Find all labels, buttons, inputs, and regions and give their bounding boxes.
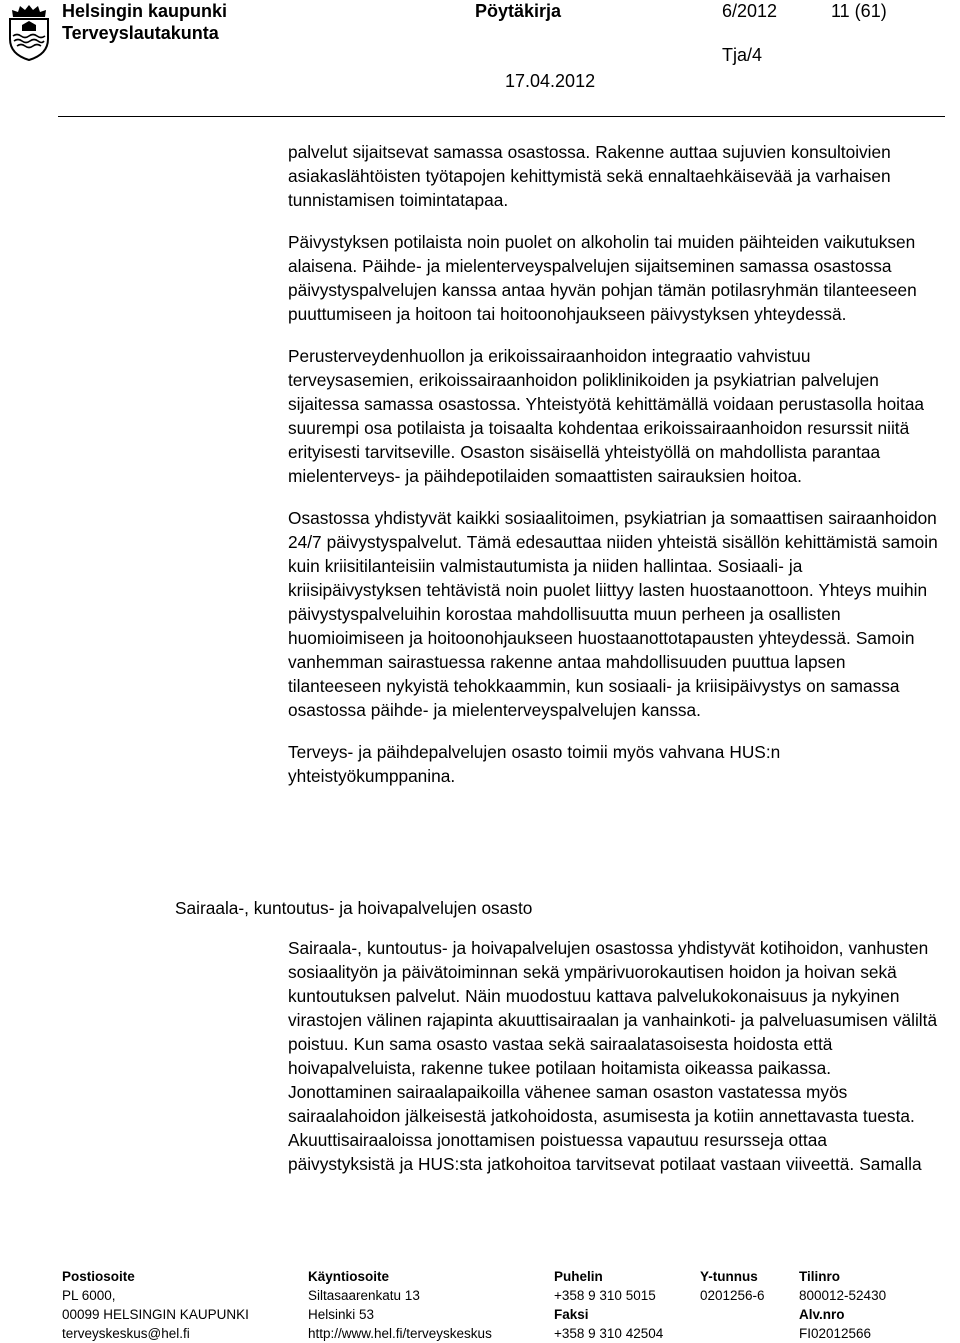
footer-fax-number: +358 9 310 42504 xyxy=(554,1326,664,1341)
board-name: Terveyslautakunta xyxy=(62,23,219,43)
footer-label: Postiosoite xyxy=(62,1269,135,1284)
footer-line: 00099 HELSINGIN KAUPUNKI xyxy=(62,1307,249,1322)
body-text xyxy=(288,140,938,788)
footer-vat-number: FI02012566 xyxy=(799,1326,872,1341)
document-type: Pöytäkirja xyxy=(475,1,562,21)
header-divider xyxy=(58,116,945,117)
footer-website-link[interactable]: http://www.hel.fi/terveyskeskus xyxy=(308,1326,492,1341)
footer-account-number: 800012-52430 xyxy=(799,1288,887,1303)
footer-label: Y-tunnus xyxy=(700,1269,758,1284)
section-heading: Sairaala-, kuntoutus- ja hoivapalvelujen osasto xyxy=(175,898,533,918)
document-number: 6/2012 xyxy=(722,1,778,21)
organization-name: Helsingin kaupunki xyxy=(62,1,228,21)
footer-business-id xyxy=(700,1267,765,1305)
footer-line: Siltasaarenkatu 13 xyxy=(308,1288,420,1303)
helsinki-crest-icon xyxy=(4,3,54,61)
footer-label: Puhelin xyxy=(554,1269,603,1284)
paragraph: Terveys- ja päihdepalvelujen osasto toimii myös vahvana HUS:n yhteistyökumppanina. xyxy=(288,742,781,786)
footer-label: Tilinro xyxy=(799,1269,841,1284)
footer-line: Helsinki 53 xyxy=(308,1307,375,1322)
page-number: 11 (61) xyxy=(831,1,887,21)
paragraph: Päivystyksen potilaista noin puolet on alkoholin tai muiden päihteiden vaikutuksen alaisena. Päihde- ja mielenterveyspalvelujen sijaitseminen samassa osastossa päivystyspalvelujen kanssa antaa hyvän pohjan tämän potilasryhmän tilanteeseen puuttumiseen ja hoitoon tai hoitoonohjaukseen päivystyksen yhteydessä. xyxy=(288,232,917,324)
footer-email-link[interactable]: terveyskeskus@hel.fi xyxy=(62,1326,190,1341)
meeting-date: 17.04.2012 xyxy=(505,71,596,91)
footer-label: Käyntiosoite xyxy=(308,1269,390,1284)
section-reference: Tja/4 xyxy=(722,45,763,65)
paragraph: Sairaala-, kuntoutus- ja hoivapalvelujen osastossa yhdistyvät kotihoidon, vanhusten sosiaalityön ja päivätoiminnan sekä ympärivuorokautisen hoidon ja hoivan sekä kuntoutuksen palvelut. Näin muodostuu kattava palvelukokonaisuus ja nykyinen virastojen välinen rajapinta akuuttisairaalan ja vanhainkoti- ja palveluasumisen väliltä poistuu. Kun sama osasto vastaa sekä sairaalatasoisesta hoidosta että hoivapalveluista, rakenne tukee potilaan hoitamista oikeassa paikassa. Jonottaminen sairaalapaikoilla vähenee saman osaston vastatessa myös sairaalahoidon jälkeisestä jatkohoidosta, asumisesta ja kotiin annettavasta tuesta. Akuuttisairaaloissa jonottamisen poistuessa vapautuu resursseja ottaa päivystyksistä ja HUS:sta jatkohoitoa tarvitsevat potilaat vastaan viiveettä. Samalla xyxy=(288,938,938,1174)
footer-phone-number: +358 9 310 5015 xyxy=(554,1288,656,1303)
paragraph: palvelut sijaitsevat samassa osastossa. Rakenne auttaa sujuvien konsultoivien asiakaslähtöisten työtapojen kehittymistä sekä ennaltaehkäisevää ja varhaisen tunnistamisen toimintatapaa. xyxy=(288,142,891,210)
footer-line: PL 6000, xyxy=(62,1288,116,1303)
paragraph: Osastossa yhdistyvät kaikki sosiaalitoimen, psykiatrian ja somaattisen sairaanhoidon 24/7 päivystyspalvelut. Tämä edesauttaa niiden yhteistä sisällön kehittämistä samoin kuin kriisitilanteisiin valmistautumista ja niiden hallintaa. Sosiaali- ja kriisipäivystyksen tehtävistä noin puolet liittyy lasten huostaanottoon. Yhteys muihin päivystyspalveluihin korostaa mahdollisuutta muun perheen ja osallisten huomioimiseen ja hoitoonohjaukseen huostaanottotapausten yhteydessä. Samoin vanhemman sairastuessa rakenne antaa mahdollisuuden puuttua lapsen tilanteeseen nykyistä tehokkaammin, kun sosiaali- ja kriisipäivystys on samassa osastossa päihde- ja mielenterveyspalvelujen kanssa. xyxy=(288,508,938,720)
footer-label: Faksi xyxy=(554,1307,589,1322)
section-body xyxy=(288,936,938,1176)
paragraph: Perusterveydenhuollon ja erikoissairaanhoidon integraatio vahvistuu terveysasemien, erikoissairaanhoidon poliklinikoiden ja psykiatrian palvelujen sijaitessa samassa osastossa. Yhteistyötä kehittämällä voidaan perustasolla hoitaa suurempi osa potilaista ja toisaalta kohdentaa erikoissairaanhoidon resurssit niitä erityisesti tarvitseville. Osaston sisäisellä yhteistyöllä on mahdollista parantaa mielenterveys- ja päihdepotilaiden somaattisten sairauksien hoitoa. xyxy=(288,346,925,486)
footer-label: Alv.nro xyxy=(799,1307,845,1322)
footer-business-id-value: 0201256-6 xyxy=(700,1288,765,1303)
